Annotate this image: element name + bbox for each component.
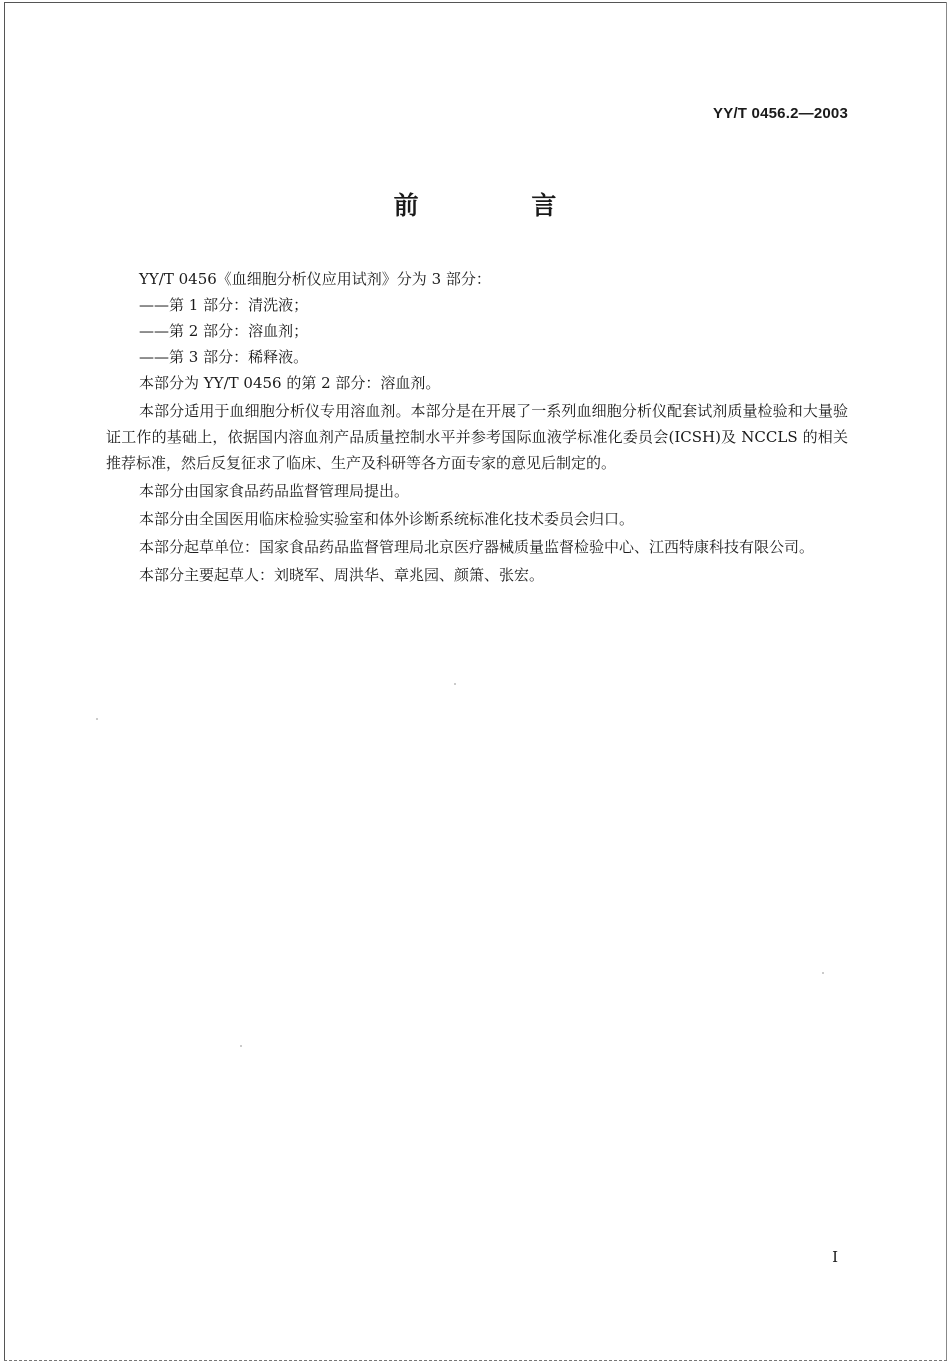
list-item-part-2: ——第 2 部分：溶血剂； [139,322,309,340]
paragraph-this-part: 本部分为 YY/T 0456 的第 2 部分：溶血剂。 [139,374,441,392]
paragraph-centralized-by: 本部分由全国医用临床检验实验室和体外诊断系统标准化技术委员会归口。 [139,510,635,528]
page-number: I [832,1248,838,1266]
scan-border-bottom [4,1360,947,1361]
standard-code: YY/T 0456.2—2003 [713,105,848,122]
foreword-body [106,266,848,590]
page-title: 前 言 [393,191,609,220]
paragraph-proposed-by: 本部分由国家食品药品监督管理局提出。 [139,482,410,500]
list-item-part-3: ——第 3 部分：稀释液。 [139,348,309,366]
list-item-part-1: ——第 1 部分：清洗液； [139,296,309,314]
scan-speck [96,718,98,720]
paragraph-intro: YY/T 0456《血细胞分析仪应用试剂》分为 3 部分： [139,270,491,288]
scan-speck [240,1045,242,1047]
paragraph-scope: 本部分适用于血细胞分析仪专用溶血剂。本部分是在开展了一系列血细胞分析仪配套试剂质量检验和大量验证工作的基础上，依据国内溶血剂产品质量控制水平并参考国际血液学标准化委员会(ICSH)及 NCCLS 的相关推荐标准，然后反复征求了临床、生产及科研等各方面专家的意见后制定的。 [106,402,848,472]
scan-speck [822,972,824,974]
scan-border-top [4,2,947,3]
scan-speck [454,683,456,685]
paragraph-drafting-units: 本部分起草单位：国家食品药品监督管理局北京医疗器械质量监督检验中心、江西特康科技有限公司。 [139,538,815,556]
paragraph-drafters: 本部分主要起草人：刘晓军、周洪华、章兆园、颜箫、张宏。 [139,566,545,584]
